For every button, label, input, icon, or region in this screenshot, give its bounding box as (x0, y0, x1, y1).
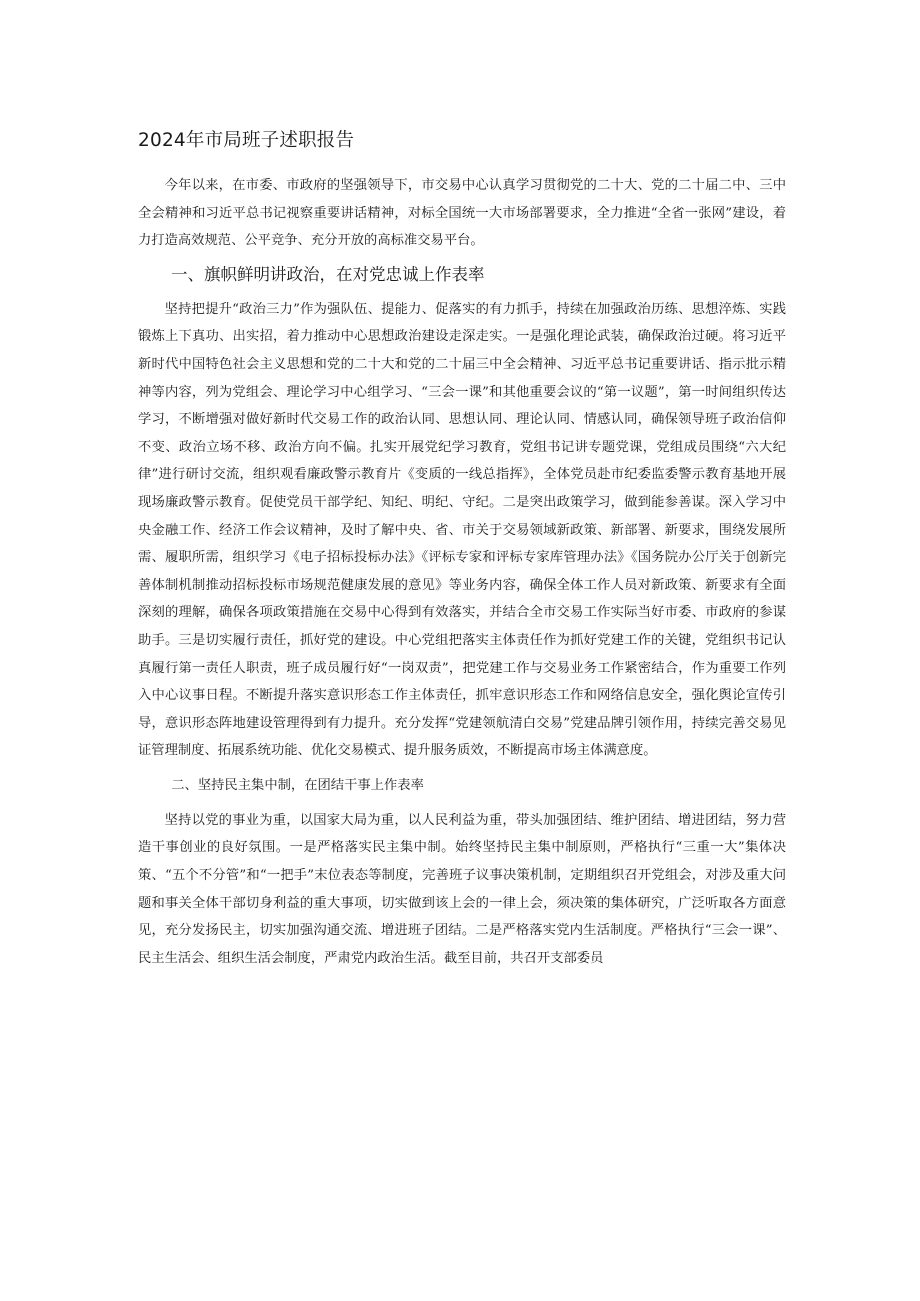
section-1-heading: 一、旗帜鲜明讲政治，在对党忠诚上作表率 (171, 264, 485, 284)
section-2-paragraph: 坚持以党的事业为重，以国家大局为重，以人民利益为重，带头加强团结、维护团结、增进团结，努力营造干事创业的良好氛围。一是严格落实民主集中制。始终坚持民主集中制原则，严格执行“三重一大”集体决策、“五个不分管”和“一把手”末位表态等制度，完善班子议事决策机制，定期组织召开党组会，对涉及重大问题和事关全体干部切身利益的重大事项，切实做到该上会的一律上会，须决策的集体研究，广泛听取各方面意见，充分发扬民主，切实加强沟通交流、增进班子团结。二是严格落实党内生活制度。严格执行“三会一课”、民主生活会、组织生活会制度，严肃党内政治生活。截至目前，共召开支部委员 (138, 812, 786, 966)
intro-paragraph: 今年以来，在市委、市政府的坚强领导下，市交易中心认真学习贯彻党的二十大、党的二十届二中、三中全会精神和习近平总书记视察重要讲话精神，对标全国统一大市场部署要求，全力推进“全省一张网”建设，着力打造高效规范、公平竞争、充分开放的高标准交易平台。 (138, 178, 786, 249)
document-body (138, 128, 786, 972)
section-2-heading: 二、坚持民主集中制，在团结干事上作表率 (171, 777, 424, 793)
section-1-paragraph: 坚持把提升“政治三力”作为强队伍、提能力、促落实的有力抓手，持续在加强政治历练、思想淬炼、实践锻炼上下真功、出实招，着力推动中心思想政治建设走深走实。一是强化理论武装，确保政治过硬。将习近平新时代中国特色社会主义思想和党的二十大和党的二十届三中全会精神、习近平总书记重要讲话、指示批示精神等内容，列为党组会、理论学习中心组学习、“三会一课”和其他重要会议的“第一议题”，第一时间组织传达学习，不断增强对做好新时代交易工作的政治认同、思想认同、理论认同、情感认同，确保领导班子政治信仰不变、政治立场不移、政治方向不偏。扎实开展党纪学习教育，党组书记讲专题党课，党组成员围绕“六大纪律”进行研讨交流，组织观看廉政警示教育片《变质的一线总指挥》，全体党员赴市纪委监委警示教育基地开展现场廉政警示教育。促使党员干部学纪、知纪、明纪、守纪。二是突出政策学习，做到能参善谋。深入学习中央金融工作、经济工作会议精神，及时了解中央、省、市关于交易领域新政策、新部署、新要求，围绕发展所需、履职所需，组织学习《电子招标投标办法》《评标专家和评标专家库管理办法》《国务院办公厅关于创新完善体制机制推动招标投标市场规范健康发展的意见》等业务内容，确保全体工作人员对新政策、新要求有全面深刻的理解，确保各项政策措施在交易中心得到有效落实，并结合全市交易工作实际当好市委、市政府的参谋助手。三是切实履行责任，抓好党的建设。中心党组把落实主体责任作为抓好党建工作的关键，党组织书记认真履行第一责任人职责，班子成员履行好“一岗双责”，把党建工作与交易业务工作紧密结合，作为重要工作列入中心议事日程。不断提升落实意识形态工作主体责任，抓牢意识形态工作和网络信息安全，强化舆论宣传引导，意识形态阵地建设管理得到有力提升。充分发挥“党建领航清白交易”党建品牌引领作用，持续完善交易见证管理制度、拓展系统功能、优化交易模式、提升服务质效，不断提高市场主体满意度。 (138, 301, 786, 759)
document-title: 2024年市局班子述职报告 (138, 130, 355, 151)
